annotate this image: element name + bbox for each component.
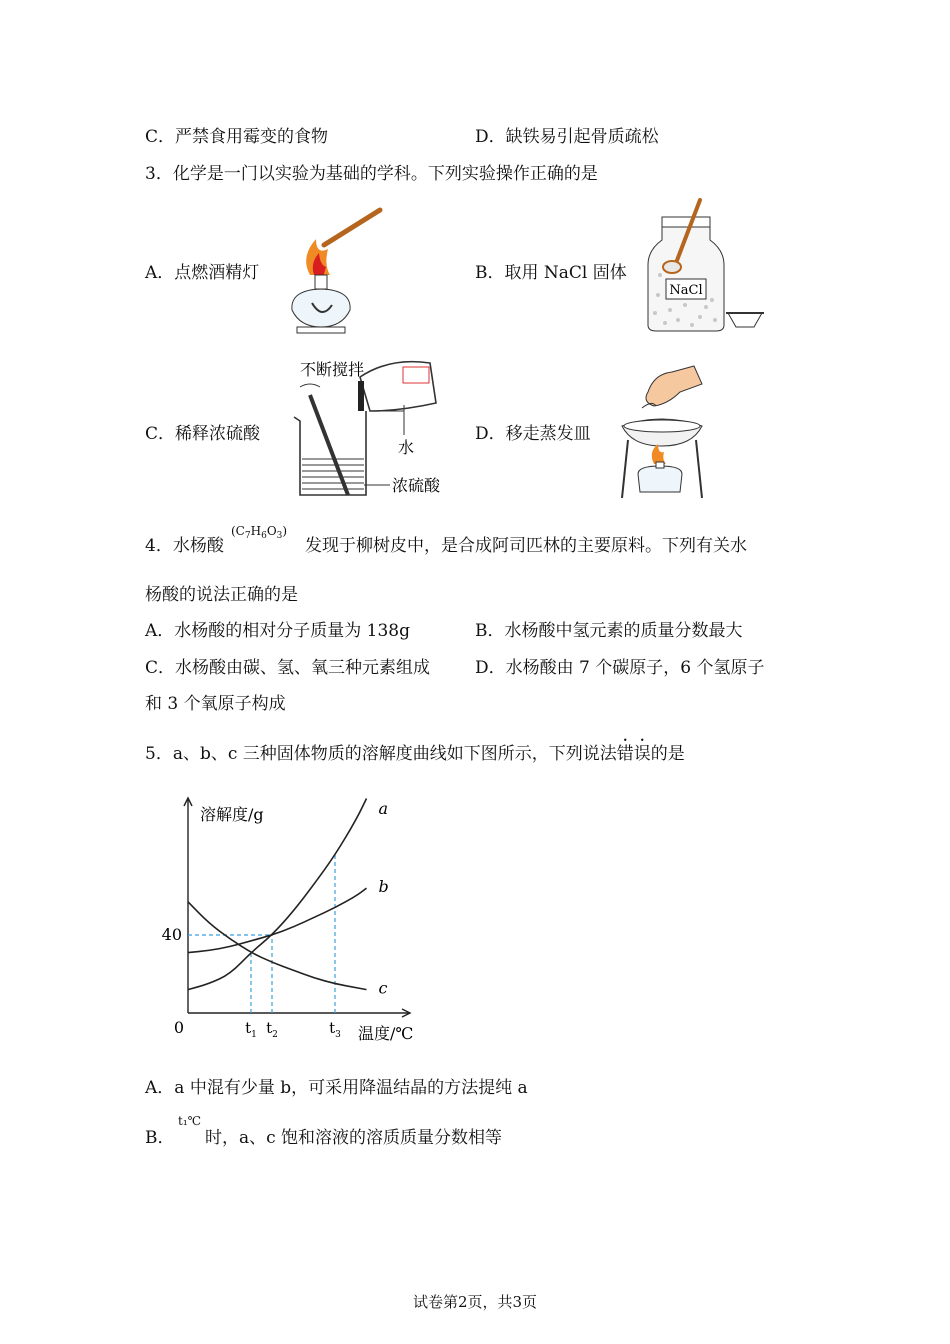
nacl-label: NaCl: [669, 283, 703, 298]
q5-stem-end: 的是: [650, 744, 685, 764]
x-tick-t3: $t_3$: [329, 1019, 341, 1040]
nacl-jar-figure: [640, 195, 770, 335]
q4-option-d-cont: 和 3 个氧原子构成: [145, 694, 286, 714]
q4-stem-cont: 杨酸的说法正确的是: [145, 585, 298, 605]
solubility-curve-chart: [150, 785, 420, 1055]
q4-option-b: B．水杨酸中氢元素的质量分数最大: [475, 621, 743, 641]
acid-note: 浓硫酸: [392, 476, 441, 495]
q4-stem-rest: 发现于柳树皮中，是合成阿司匹林的主要原料。下列有关水: [305, 536, 747, 556]
q4-option-d: D．水杨酸由 7 个碳原子，6 个氢原子: [475, 658, 765, 678]
page-footer: 试卷第2页，共3页: [412, 1293, 538, 1311]
q2-option-d: D．缺铁易引起骨质疏松: [475, 127, 659, 147]
alcohol-lamp-lighting-figure: [282, 205, 392, 335]
curve-label-a: a: [378, 799, 389, 818]
curve-a: [188, 799, 367, 990]
q4-formula: $(C_7H_6O_3)$: [231, 524, 288, 541]
q3-option-d: D．移走蒸发皿: [475, 424, 591, 444]
curve-c: [188, 902, 367, 990]
q5-option-b-temp: t₁℃: [178, 1114, 202, 1128]
q5-option-b-rest: 时，a、c 饱和溶液的溶质质量分数相等: [205, 1128, 503, 1148]
q5-emphasis-wu: 误: [633, 744, 651, 764]
x-axis-label: 温度/℃: [358, 1024, 414, 1043]
water-note: 水: [398, 438, 415, 457]
q3-option-a: A．点燃酒精灯: [145, 263, 260, 283]
evaporating-dish-hand-figure: [612, 362, 712, 502]
x-tick-t2: $t_2$: [266, 1019, 278, 1040]
y-tick-40: 40: [161, 925, 182, 944]
q4-stem-start: 4．水杨酸: [145, 536, 224, 556]
q5-emphasis-cuo: 错: [616, 744, 634, 764]
stir-note: 不断搅拌: [300, 360, 365, 379]
q4-option-a: A．水杨酸的相对分子质量为 138g: [145, 621, 411, 641]
curve-b: [188, 888, 367, 952]
q5-stem-start: 5．a、b、c 三种固体物质的溶解度曲线如下图所示，下列说法: [145, 744, 617, 764]
q3-option-c: C．稀释浓硫酸: [145, 424, 261, 444]
q2-option-c: C．严禁食用霉变的食物: [145, 127, 329, 147]
q5-option-b-prefix: B．: [145, 1128, 175, 1148]
curve-label-c: c: [378, 978, 388, 998]
curve-label-b: b: [378, 877, 389, 897]
dilute-sulfuric-acid-figure: [290, 355, 470, 505]
origin-label: 0: [173, 1018, 184, 1037]
q5-stem: [145, 743, 685, 765]
q3-stem: 3．化学是一门以实验为基础的学科。下列实验操作正确的是: [145, 164, 598, 184]
q5-option-a: A．a 中混有少量 b，可采用降温结晶的方法提纯 a: [145, 1078, 528, 1098]
x-tick-t1: $t_1$: [245, 1019, 257, 1040]
q4-option-c: C．水杨酸由碳、氢、氧三种元素组成: [145, 658, 431, 678]
q3-option-b: B．取用 NaCl 固体: [475, 263, 627, 283]
y-axis-label: 溶解度/g: [200, 805, 264, 824]
